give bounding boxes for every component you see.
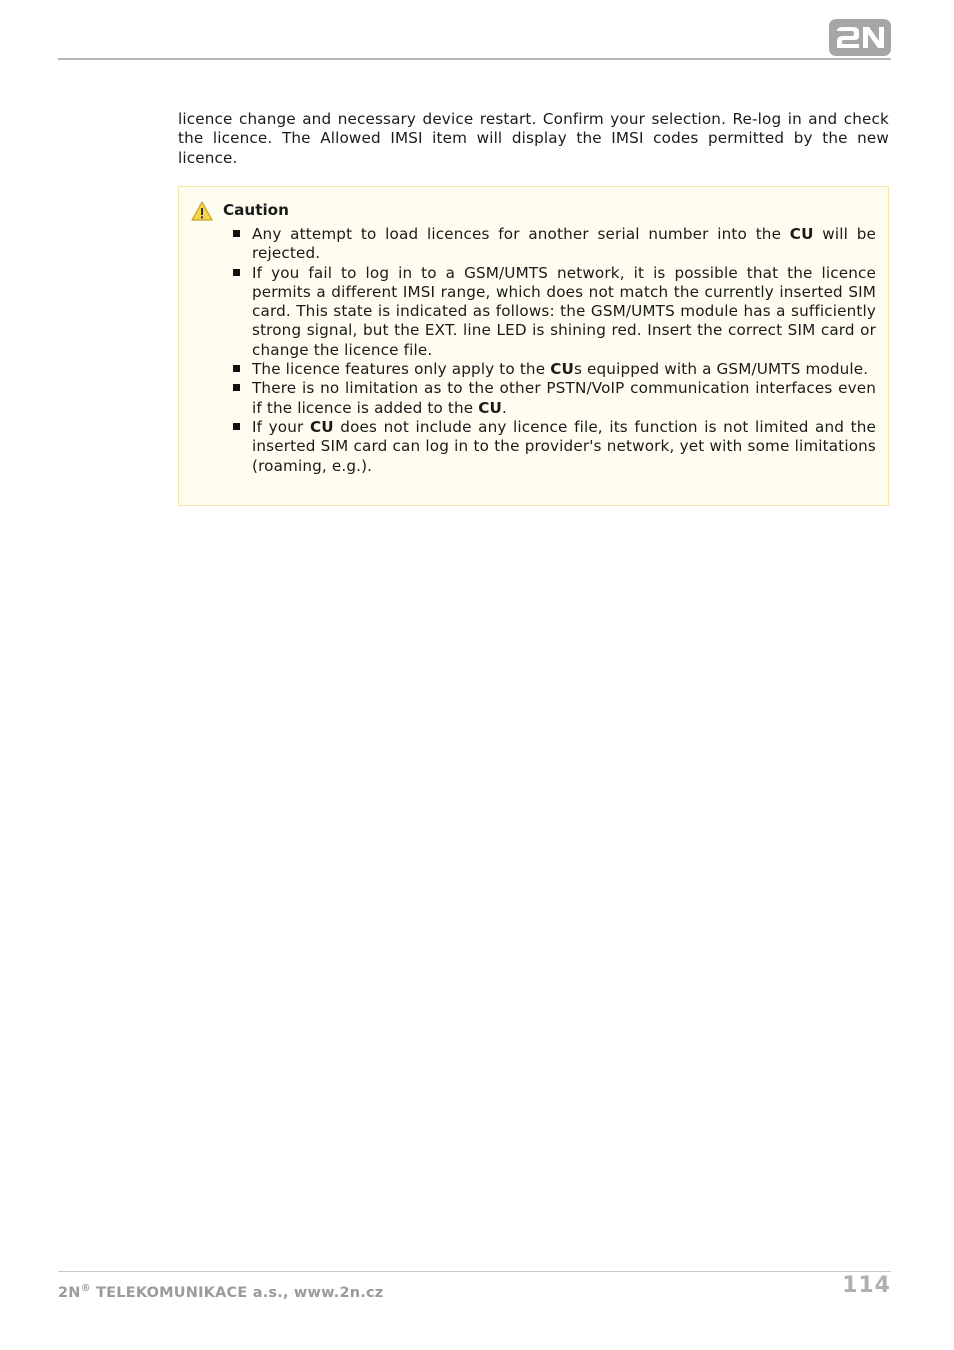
list-item-bold: CU [789,225,814,243]
footer-rule [58,1271,891,1272]
list-item-text: . [502,398,508,417]
list-item [252,225,876,264]
square-bullet-icon [233,230,240,237]
list-item-text: does not include any licence file, its function is not limited and the inserted SIM card can log in to the provider's network, yet with some limitations (roaming, e.g.). [252,417,876,475]
registered-mark: ® [80,1283,91,1294]
2n-logo [829,19,891,56]
caution-list [252,225,876,476]
list-item-text: will be rejected. [252,225,876,263]
list-item-bold: CU [309,417,334,436]
warning-triangle-icon [191,200,213,222]
caution-box [178,186,889,506]
square-bullet-icon [233,384,240,391]
2n-logo-icon [829,19,891,56]
square-bullet-icon [233,365,240,372]
list-item-text: The licence features only apply to the [252,360,551,379]
list-item-bold: CU [478,398,503,417]
list-item-text: There is no limitation as to the other PSTN/VoIP communication interfaces even if the licence is added to the [252,379,876,417]
caution-title: Caution [223,201,289,219]
footer-company-text: TELEKOMUNIKACE a.s., www.2n.cz [90,1285,384,1301]
footer-brand: 2N [58,1285,81,1301]
square-bullet-icon [233,269,240,276]
square-bullet-icon [233,423,240,430]
page-number: 114 [842,1273,891,1298]
list-item-text: If you fail to log in to a GSM/UMTS network, it is possible that the licence permits a different IMSI range, which does not match the currently inserted SIM card. This state is indicated as follows: the GSM/UMTS module has a sufficiently strong signal, but the EXT. line LED is shining red. Insert the correct SIM card or change the licence file. [252,263,876,359]
list-item-text: Any attempt to load licences for another serial number into the [252,225,790,243]
list-item [252,418,876,476]
list-item-bold: CU [550,360,574,379]
footer-company [58,1280,383,1302]
list-item [252,264,876,360]
list-item [252,379,876,418]
intro-paragraph: licence change and necessary device restart. Confirm your selection. Re-log in and check the licence. The Allowed IMSI item will display the IMSI codes permitted by the new licence. [178,110,889,167]
list-item [252,360,876,379]
header-rule [58,58,891,60]
list-item-text: s equipped with a GSM/UMTS module. [573,360,869,379]
list-item-text: If your [252,417,310,436]
